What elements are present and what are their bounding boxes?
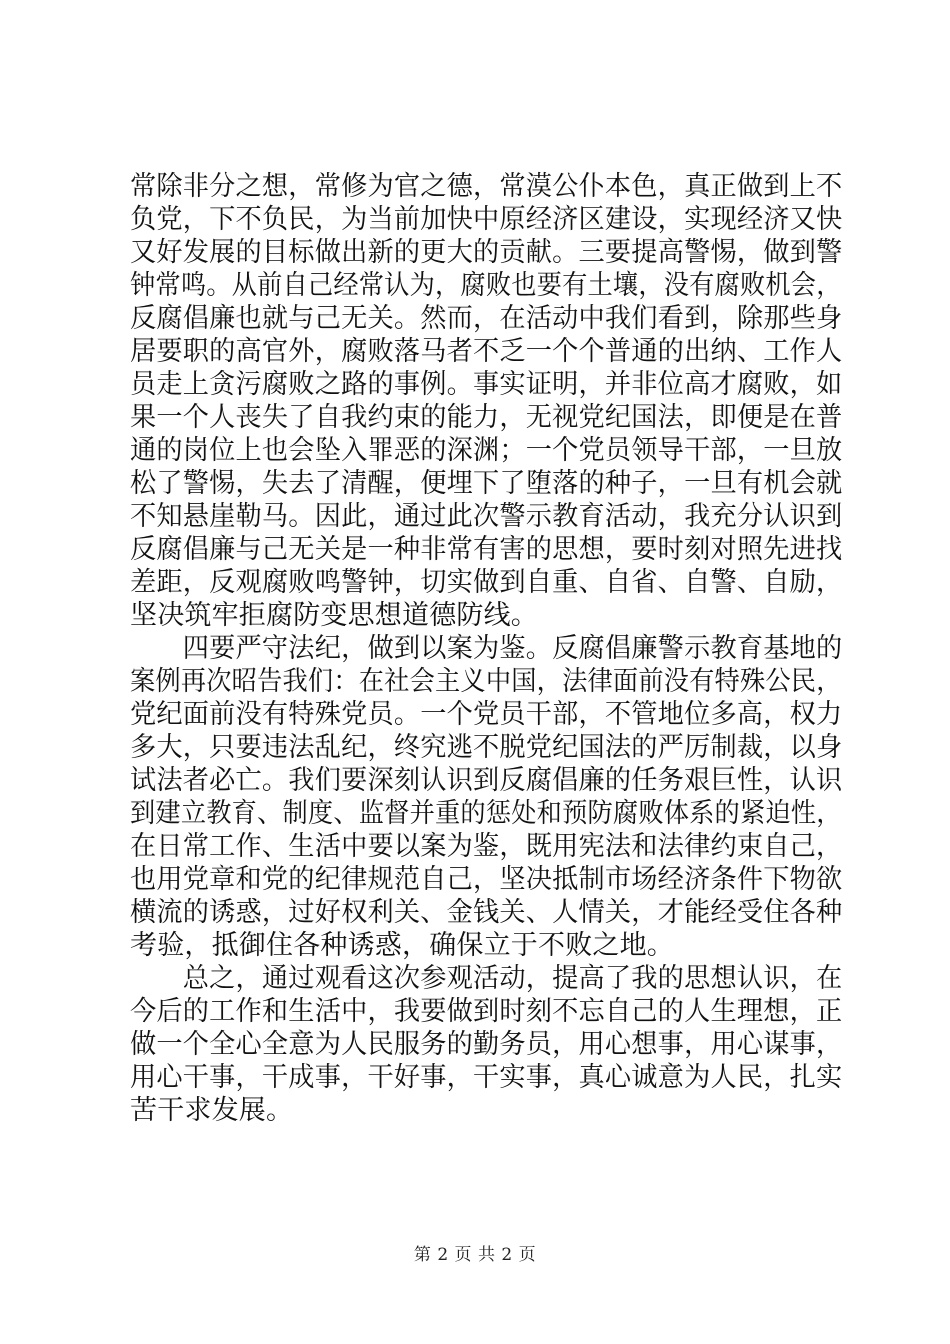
text-line: 做一个全心全意为人民服务的勤务员，用心想事，用心谋事， [130, 1029, 843, 1060]
text-line: 不知悬崖勒马。因此，通过此次警示教育活动，我充分认识到 [130, 501, 843, 532]
text-line: 苦干求发展。 [130, 1095, 294, 1126]
text-line: 常除非分之想，常修为官之德，常漠公仆本色，真正做到上不 [130, 171, 843, 202]
text-line: 也用党章和党的纪律规范自己，坚决抵制市场经济条件下物欲 [130, 864, 843, 895]
text-line: 差距，反观腐败鸣警钟，切实做到自重、自省、自警、自励， [130, 567, 843, 598]
text-line: 多大，只要违法乱纪，终究逃不脱党纪国法的严厉制裁，以身 [130, 732, 843, 763]
text-line: 居要职的高官外，腐败落马者不乏一个个普通的出纳、工作人 [130, 336, 843, 367]
text-line: 试法者必亡。我们要深刻认识到反腐倡廉的任务艰巨性，认识 [130, 765, 843, 796]
text-line: 通的岗位上也会坠入罪恶的深渊；一个党员领导干部，一旦放 [130, 435, 843, 466]
text-line: 钟常鸣。从前自己经常认为，腐败也要有土壤，没有腐败机会， [130, 270, 842, 301]
text-line: 四要严守法纪，做到以案为鉴。反腐倡廉警示教育基地的 [130, 633, 843, 664]
document-body [130, 170, 842, 1127]
page-number-footer: 第 2 页 共 2 页 [413, 1245, 537, 1265]
text-line: 到建立教育、制度、监督并重的惩处和预防腐败体系的紧迫性， [130, 798, 842, 829]
text-line: 坚决筑牢拒腐防变思想道德防线。 [130, 600, 538, 631]
text-line: 员走上贪污腐败之路的事例。事实证明，并非位高才腐败，如 [130, 369, 843, 400]
text-line: 在日常工作、生活中要以案为鉴，既用宪法和法律约束自己， [130, 831, 843, 862]
text-line: 案例再次昭告我们：在社会主义中国，法律面前没有特殊公民， [130, 666, 842, 697]
text-line: 负党，下不负民，为当前加快中原经济区建设，实现经济又快 [130, 204, 843, 235]
text-line: 党纪面前没有特殊党员。一个党员干部，不管地位多高，权力 [130, 699, 843, 730]
text-line: 反腐倡廉也就与己无关。然而，在活动中我们看到，除那些身 [130, 303, 843, 334]
text-line: 又好发展的目标做出新的更大的贡献。三要提高警惕，做到警 [130, 237, 843, 268]
text-line: 果一个人丧失了自我约束的能力，无视党纪国法，即便是在普 [130, 402, 843, 433]
text-line: 用心干事，干成事，干好事，干实事，真心诚意为人民，扎实 [130, 1062, 843, 1093]
text-line: 今后的工作和生活中，我要做到时刻不忘自己的人生理想，正 [130, 996, 843, 1027]
text-line: 考验，抵御住各种诱惑，确保立于不败之地。 [130, 930, 674, 961]
text-line: 总之，通过观看这次参观活动，提高了我的思想认识，在 [130, 963, 843, 994]
text-line: 松了警惕，失去了清醒，便埋下了堕落的种子，一旦有机会就 [130, 468, 843, 499]
text-line: 横流的诱惑，过好权利关、金钱关、人情关，才能经受住各种 [130, 897, 843, 928]
text-line: 反腐倡廉与己无关是一种非常有害的思想，要时刻对照先进找 [130, 534, 843, 565]
